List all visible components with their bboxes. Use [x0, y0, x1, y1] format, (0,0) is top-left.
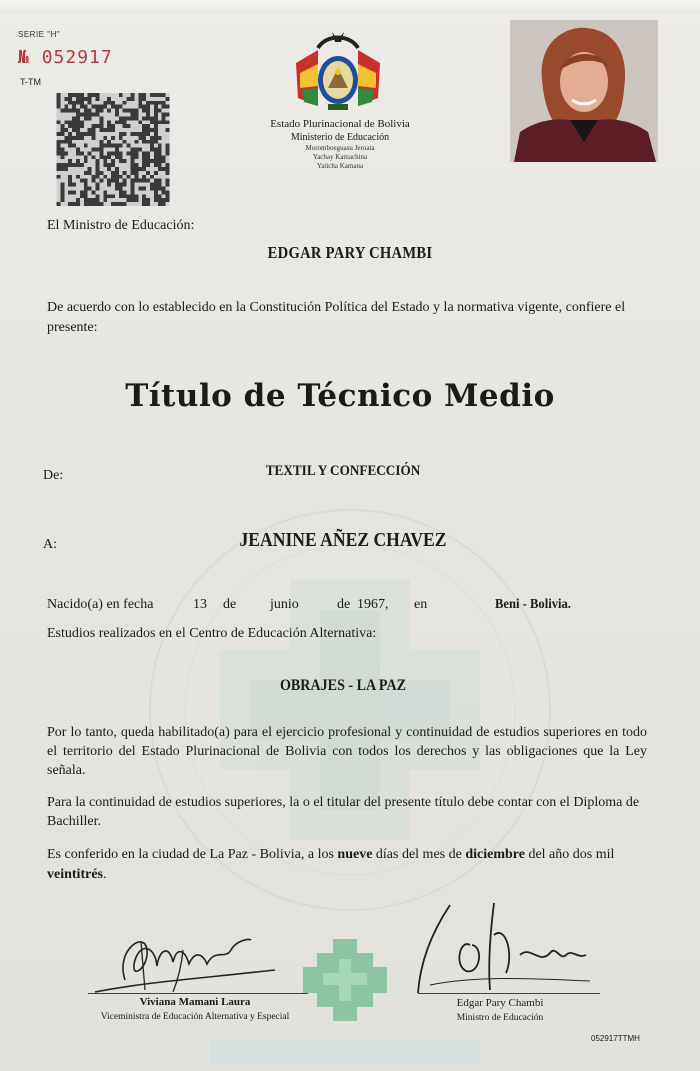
ministro-name: EDGAR PARY CHAMBI [267, 243, 433, 262]
issuer-motto-2: Yachay Kamachina [312, 153, 368, 161]
holder-photo [510, 20, 658, 162]
issuer-motto-3: Yaticha Kamana [316, 161, 364, 170]
holder-name: JEANINE AÑEZ CHAVEZ [239, 529, 447, 551]
portrait-image [510, 20, 658, 162]
specialty-label: De: [43, 468, 64, 483]
studies-label: Estudios realizados en el Centro de Educación Alternativa: [47, 626, 377, 641]
serial-value: 052917 [41, 47, 113, 68]
birth-en: en [414, 597, 428, 612]
issuer-state: Estado Plurinacional de Bolivia [270, 118, 410, 130]
center-name: OBRAJES - LA PAZ [279, 677, 407, 694]
issuer-motto-1: Moromboeguasu Jeroata [305, 144, 375, 153]
birth-de-1: de [223, 597, 237, 612]
issuer-ministry: Ministerio de Educación [290, 131, 390, 143]
serie-label: SERIE "H" [18, 30, 61, 39]
conferred-day: nueve [337, 847, 373, 862]
signer-right-title: Ministro de Educación [456, 1013, 544, 1023]
bottom-security-band [210, 1040, 480, 1065]
top-edge [0, 0, 700, 14]
holder-label: A: [43, 537, 57, 552]
paragraph-conferred [47, 845, 647, 886]
serial-number [18, 47, 113, 68]
certificate-title: Título de Técnico Medio [125, 378, 555, 414]
document-code: 052917TTMH [591, 1034, 640, 1043]
conferred-text-g: . [102, 867, 107, 883]
signature-line-right [418, 993, 600, 994]
birth-day: 13 [193, 597, 207, 612]
specialty-value: TEXTIL Y CONFECCIÓN [265, 463, 421, 479]
birth-place: Beni - Bolivia. [495, 597, 571, 612]
birth-year: 1967, [357, 597, 389, 612]
birth-de-2: de [337, 597, 351, 612]
ministro-label: El Ministro de Educación: [47, 218, 195, 233]
signature-left [85, 920, 300, 1000]
numero-sign: № [18, 47, 30, 68]
issuer-block [240, 118, 440, 171]
paragraph-continuity: Para la continuidad de estudios superiores, la o el titular del presente título debe contar con el Diploma de Bachiller. [47, 795, 640, 829]
birth-month: junio [270, 597, 299, 612]
conferred-year: veintitrés [47, 867, 103, 883]
signature-line-left [88, 993, 308, 994]
signature-right [410, 895, 600, 1000]
signer-left-name: Viviana Mamani Laura [139, 996, 251, 1008]
conferred-text-e: del año dos mil [524, 847, 615, 862]
coat-of-arms-icon [288, 28, 388, 120]
signer-left-title: Viceministra de Educación Alternativa y Especial [100, 1012, 290, 1022]
type-code: T-TM [20, 77, 41, 87]
qr-code-icon [55, 93, 171, 206]
paragraph-habilitation: Por lo tanto, queda habilitado(a) para el ejercicio profesional y continuidad de estudios superiores en todo el territorio del Estado Plurinacional de Bolivia con todos los derechos y las obligaciones que la Ley señala. [47, 725, 647, 778]
conferred-month: diciembre [465, 847, 525, 862]
signer-right-name: Edgar Pary Chambi [456, 997, 544, 1009]
conferred-text-c: días del mes de [372, 847, 466, 862]
conferred-text-a: Es conferido en la ciudad de La Paz - Bolivia, a los [47, 847, 338, 862]
intro-paragraph: De acuerdo con lo establecido en la Constitución Política del Estado y la normativa vigente, confiere el presente: [47, 300, 626, 335]
birth-prefix: Nacido(a) en fecha [47, 597, 154, 612]
